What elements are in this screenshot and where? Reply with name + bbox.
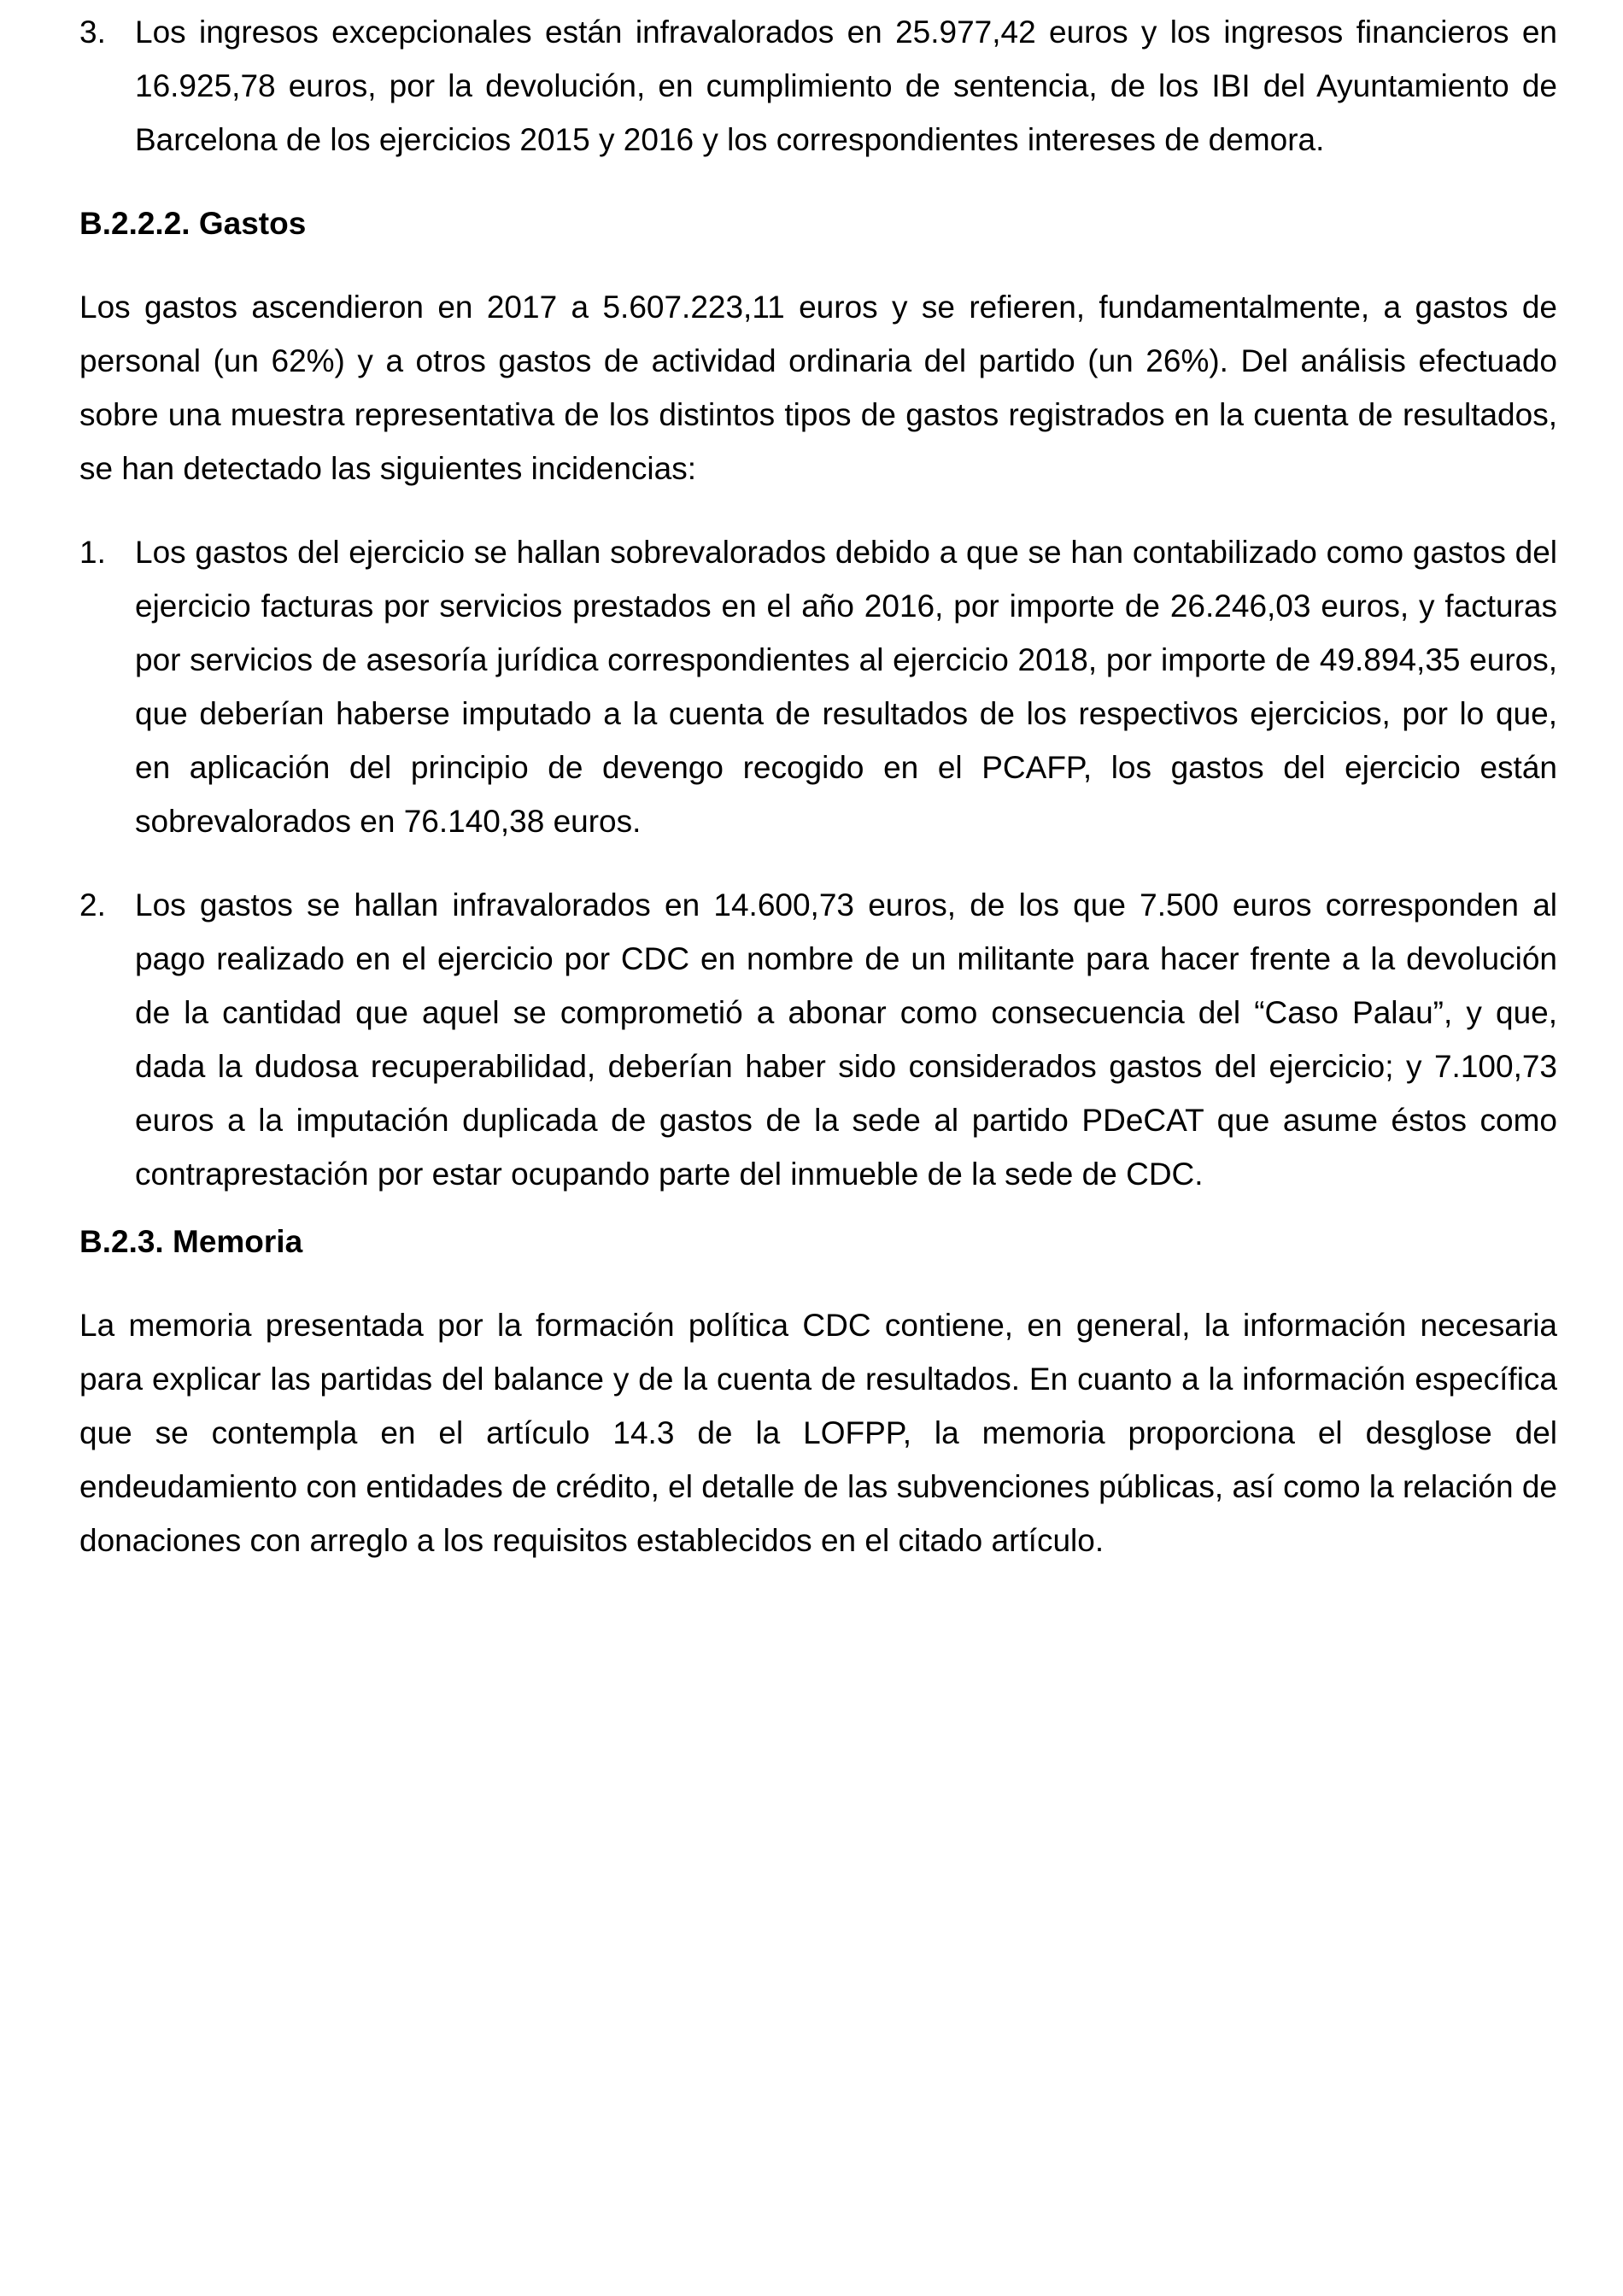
income-list-item-3 <box>79 5 1557 167</box>
list-item-number: 2. <box>79 887 106 922</box>
list-item-text: Los ingresos excepcionales están infravalorados en 25.977,42 euros y los ingresos financieros en 16.925,78 euros, por la devolución, en cumplimiento de sentencia, de los IBI del Ayuntamiento de Barcelona de los ejercicios 2015 y 2016 y los correspondientes intereses de demora. <box>135 15 1557 157</box>
heading-memoria: B.2.3. Memoria <box>79 1224 303 1259</box>
list-item-text: Los gastos se hallan infravalorados en 14.600,73 euros, de los que 7.500 euros corresponden al pago realizado en el ejercicio por CDC en nombre de un militante para hacer frente a la devolución de la cantidad que aquel se comprometió a abonar como consecuencia del “Caso Palau”, y que, dada la dudosa recuperabilidad, deberían haber sido considerados gastos del ejercicio; y 7.100,73 euros a la imputación duplicada de gastos de la sede al partido PDeCAT que asume éstos como contraprestación por estar ocupando parte del inmueble de la sede de CDC. <box>135 887 1557 1192</box>
list-item-number: 1. <box>79 535 106 570</box>
gastos-list-item-1 <box>79 525 1557 848</box>
heading-gastos: B.2.2.2. Gastos <box>79 206 307 241</box>
gastos-intro-paragraph: Los gastos ascendieron en 2017 a 5.607.223,11 euros y se refieren, fundamentalmente, a gastos de personal (un 62%) y a otros gastos de actividad ordinaria del partido (un 26%). Del análisis efectuado sobre una muestra representativa de los distintos tipos de gastos registrados en la cuenta de resultados, se han detectado las siguientes incidencias: <box>79 290 1557 486</box>
list-item-text: Los gastos del ejercicio se hallan sobrevalorados debido a que se han contabilizado como gastos del ejercicio facturas por servicios prestados en el año 2016, por importe de 26.246,03 euros, y facturas por servicios de asesoría jurídica correspondientes al ejercicio 2018, por importe de 49.894,35 euros, que deberían haberse imputado a la cuenta de resultados de los respectivos ejercicios, por lo que, en aplicación del principio de devengo recogido en el PCAFP, los gastos del ejercicio están sobrevalorados en 76.140,38 euros. <box>135 535 1557 839</box>
memoria-paragraph: La memoria presentada por la formación política CDC contiene, en general, la información necesaria para explicar las partidas del balance y de la cuenta de resultados. En cuanto a la información específica que se contempla en el artículo 14.3 de la LOFPP, la memoria proporciona el desglose del endeudamiento con entidades de crédito, el detalle de las subvenciones públicas, así como la relación de donaciones con arreglo a los requisitos establecidos en el citado artículo. <box>79 1308 1557 1558</box>
list-item-number: 3. <box>79 15 106 50</box>
gastos-list-item-2 <box>79 878 1557 1201</box>
